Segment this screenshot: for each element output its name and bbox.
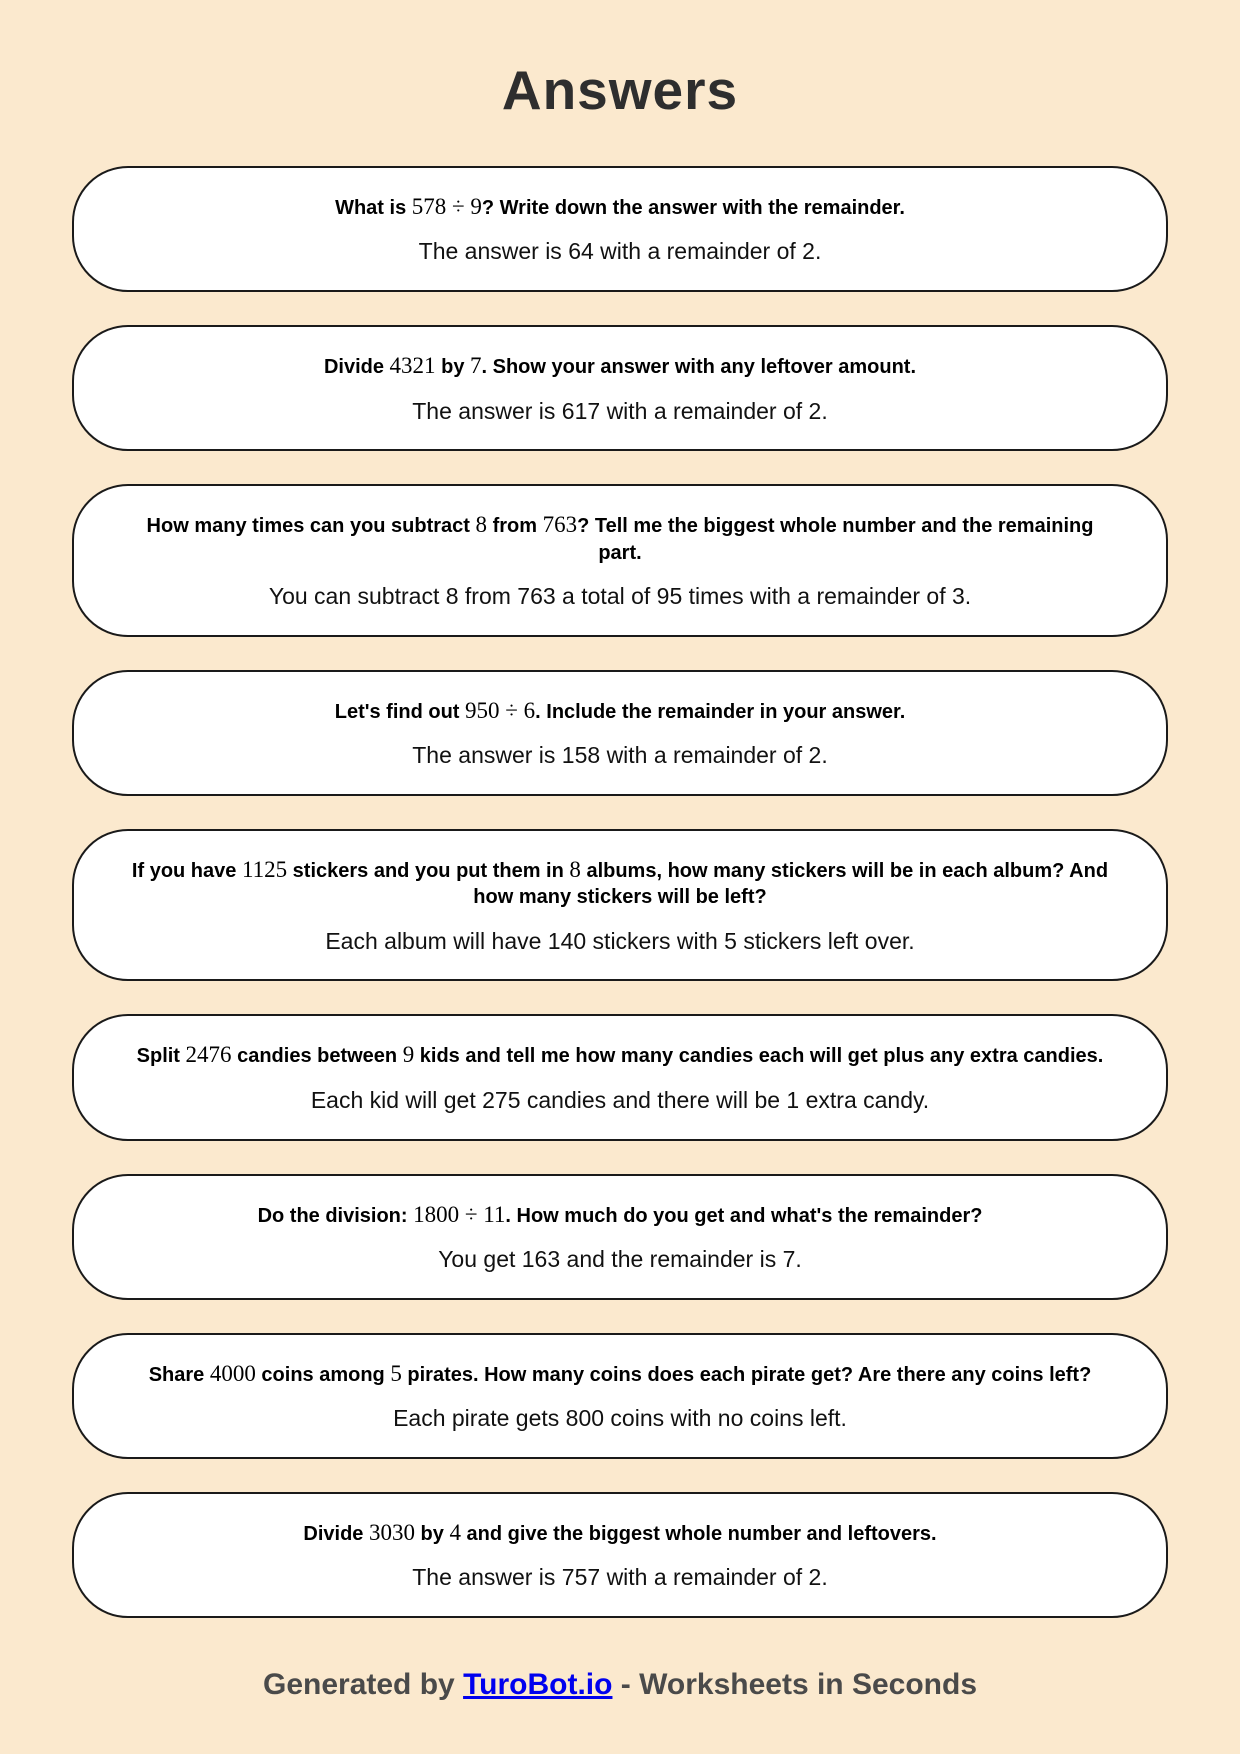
question-math-expression: 1800 ÷ 11 xyxy=(413,1201,506,1227)
question-text-segment: and give the biggest whole number and leftovers. xyxy=(460,1522,937,1545)
answer-text: The answer is 757 with a remainder of 2. xyxy=(412,1564,828,1591)
question-math-expression: 578 ÷ 9 xyxy=(411,194,482,219)
question-text-segment: How many times can you subtract xyxy=(146,515,476,538)
answer-card xyxy=(72,829,1168,982)
question-text xyxy=(126,195,1114,221)
answer-text: The answer is 64 with a remainder of 2. xyxy=(418,238,822,265)
question-math-expression: 2476 xyxy=(185,1042,232,1068)
question-text-segment: from xyxy=(487,515,543,538)
question-text-segment: ? Tell me the biggest whole number and the remaining part. xyxy=(577,515,1094,564)
question-math-expression: 9 xyxy=(402,1042,415,1068)
answer-text: You get 163 and the remainder is 7. xyxy=(438,1246,802,1273)
question-text xyxy=(126,354,1114,380)
question-text-segment: by xyxy=(414,1522,450,1545)
answer-text: The answer is 158 with a remainder of 2. xyxy=(412,742,828,769)
question-text-segment: stickers and you put them in xyxy=(287,859,570,882)
question-text-segment: Let's find out xyxy=(334,700,466,723)
question-math-expression: 4000 xyxy=(209,1360,256,1386)
page-title: Answers xyxy=(501,59,739,121)
question-text-segment: . Show your answer with any leftover amount. xyxy=(481,356,917,379)
answer-card-list xyxy=(72,166,1168,1618)
question-text-segment: What is xyxy=(335,197,412,219)
answer-card xyxy=(72,484,1168,637)
question-math-expression: 8 xyxy=(569,856,581,882)
question-text-segment: by xyxy=(435,356,470,379)
question-text xyxy=(126,1043,1114,1069)
question-text-segment: albums, how many stickers will be in each album? And how many stickers will be left? xyxy=(473,859,1109,909)
question-text xyxy=(126,699,1114,725)
question-math-expression: 5 xyxy=(390,1360,402,1386)
question-text-segment: If you have xyxy=(131,859,242,882)
question-text-segment: Do the division: xyxy=(257,1204,414,1227)
question-math-expression: 950 ÷ 6 xyxy=(465,697,536,723)
answer-card xyxy=(72,166,1168,292)
question-math-expression: 4321 xyxy=(389,353,436,379)
question-text-segment: Divide xyxy=(323,356,390,379)
question-math-expression: 4 xyxy=(449,1519,461,1545)
turobot-link[interactable]: TuroBot.io xyxy=(463,1668,613,1702)
answer-text: You can subtract 8 from 763 a total of 95 times with a remainder of 3. xyxy=(268,583,972,610)
answer-text: Each pirate gets 800 coins with no coins left. xyxy=(393,1405,847,1432)
question-text-segment: Share xyxy=(148,1363,210,1386)
answer-card xyxy=(72,1492,1168,1618)
question-math-expression: 1125 xyxy=(241,856,288,882)
question-text xyxy=(126,1521,1114,1547)
question-math-expression: 763 xyxy=(542,512,578,538)
question-text-segment: . How much do you get and what's the remainder? xyxy=(505,1204,983,1227)
footer-prefix-text: Generated by xyxy=(262,1668,464,1702)
question-text xyxy=(126,513,1114,566)
question-text-segment: Divide xyxy=(303,1522,369,1545)
answer-card xyxy=(72,1174,1168,1300)
question-math-expression: 7 xyxy=(470,353,482,379)
footer-suffix-text: - Worksheets in Seconds xyxy=(612,1668,978,1702)
answer-text: Each kid will get 275 candies and there will be 1 extra candy. xyxy=(310,1086,930,1113)
answer-text: The answer is 617 with a remainder of 2. xyxy=(412,397,828,424)
question-text-segment: pirates. How many coins does each pirate get? Are there any coins left? xyxy=(401,1363,1092,1386)
question-math-expression: 3030 xyxy=(368,1519,415,1545)
question-text xyxy=(126,858,1114,911)
question-text-segment: kids and tell me how many candies each will get plus any extra candies. xyxy=(414,1045,1104,1068)
question-text xyxy=(126,1362,1114,1388)
answer-text: Each album will have 140 stickers with 5 stickers left over. xyxy=(325,927,915,954)
answer-card xyxy=(72,1333,1168,1459)
question-text xyxy=(126,1203,1114,1229)
question-text-segment: . Include the remainder in your answer. xyxy=(535,700,906,723)
answer-card xyxy=(72,670,1168,796)
question-text-segment: ? Write down the answer with the remainder. xyxy=(481,197,905,219)
question-text-segment: candies between xyxy=(231,1045,403,1068)
answer-card xyxy=(72,1014,1168,1140)
question-text-segment: coins among xyxy=(255,1363,391,1386)
answer-card xyxy=(72,325,1168,451)
question-text-segment: Split xyxy=(136,1045,186,1068)
question-math-expression: 8 xyxy=(475,512,488,538)
footer xyxy=(0,1668,1240,1702)
